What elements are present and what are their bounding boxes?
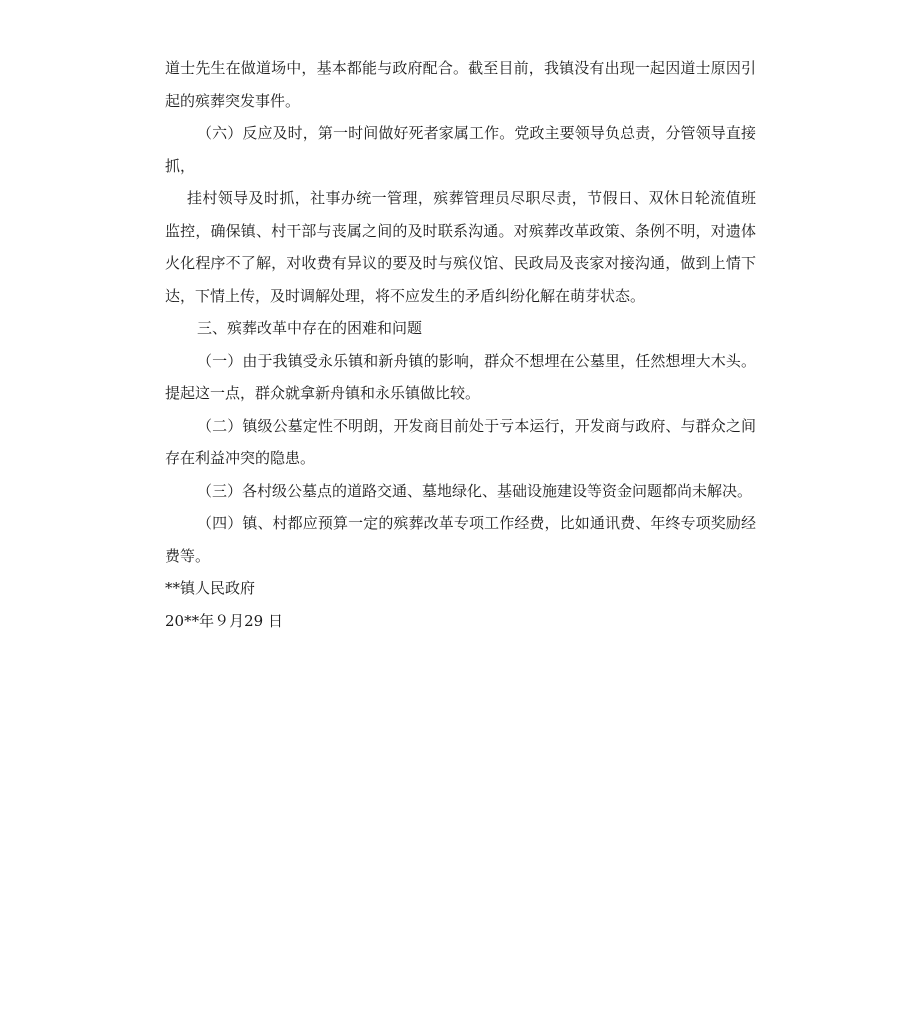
paragraph-3: 挂村领导及时抓，社事办统一管理，殡葬管理员尽职尽责，节假日、双休日轮流值班监控，确保镇、村干部与丧属之间的及时联系沟通。对殡葬改革政策、条例不明，对遗体火化程序不了解，对收费有异议的要及时与殡仪馆、民政局及丧家对接沟通，做到上情下达，下情上传，及时调解处理，将不应发生的矛盾纠纷化解在萌芽状态。: [165, 189, 756, 305]
paragraph-5: （一）由于我镇受永乐镇和新舟镇的影响，群众不想埋在公墓里，任然想埋大木头。提起这一点，群众就拿新舟镇和永乐镇做比较。: [165, 351, 756, 402]
section-heading: 三、殡葬改革中存在的困难和问题: [197, 319, 423, 337]
document-body: [165, 52, 756, 637]
paragraph-1: 道士先生在做道场中，基本都能与政府配合。截至目前，我镇没有出现一起因道士原因引起的殡葬突发事件。: [165, 59, 756, 110]
paragraph-6: （二）镇级公墓定性不明朗，开发商目前处于亏本运行，开发商与政府、与群众之间存在利益冲突的隐患。: [165, 416, 756, 467]
paragraph-2: （六）反应及时，第一时间做好死者家属工作。党政主要领导负总责，分管领导直接抓，: [165, 124, 756, 175]
signature: **镇人民政府: [165, 579, 256, 597]
paragraph-8: （四）镇、村都应预算一定的殡葬改革专项工作经费，比如通讯费、年终专项奖励经费等。: [165, 514, 756, 565]
signature-date: 20**年９月29 日: [165, 611, 283, 630]
paragraph-7: （三）各村级公墓点的道路交通、墓地绿化、基础设施建设等资金问题都尚未解决。: [197, 481, 753, 500]
